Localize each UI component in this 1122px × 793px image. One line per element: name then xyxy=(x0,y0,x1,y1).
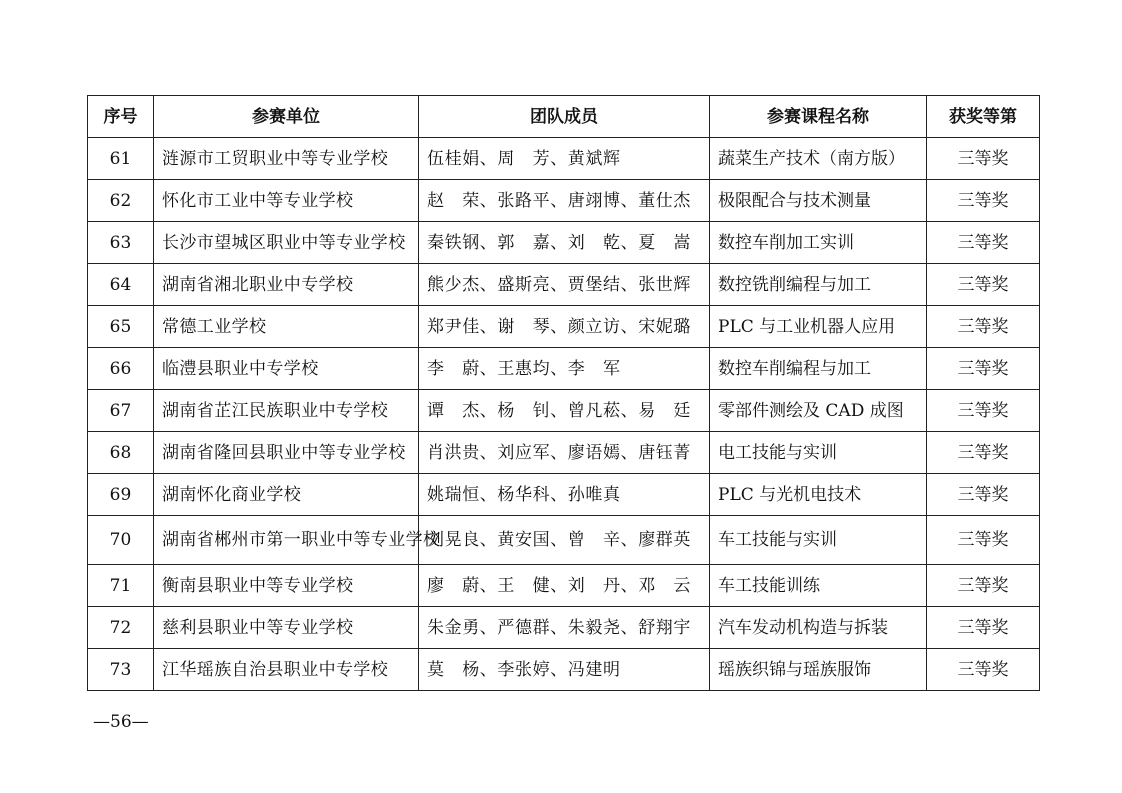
table-row xyxy=(88,649,1040,691)
cell-award: 三等奖 xyxy=(927,390,1040,432)
cell-award: 三等奖 xyxy=(927,348,1040,390)
table-row xyxy=(88,432,1040,474)
table-row xyxy=(88,607,1040,649)
cell-no: 64 xyxy=(88,264,154,306)
cell-members: 赵 荣、张路平、唐翊博、董仕杰 xyxy=(419,180,710,222)
cell-award: 三等奖 xyxy=(927,565,1040,607)
cell-no: 67 xyxy=(88,390,154,432)
cell-award: 三等奖 xyxy=(927,222,1040,264)
cell-members: 肖洪贵、刘应军、廖语嫣、唐钰菁 xyxy=(419,432,710,474)
cell-no: 73 xyxy=(88,649,154,691)
table-row xyxy=(88,138,1040,180)
cell-unit: 湖南省郴州市第一职业中等专业学校 xyxy=(154,516,419,565)
cell-award: 三等奖 xyxy=(927,607,1040,649)
table-row xyxy=(88,180,1040,222)
cell-award: 三等奖 xyxy=(927,306,1040,348)
header-course: 参赛课程名称 xyxy=(710,96,927,138)
cell-unit: 江华瑶族自治县职业中专学校 xyxy=(154,649,419,691)
cell-members: 谭 杰、杨 钊、曾凡菘、易 廷 xyxy=(419,390,710,432)
cell-award: 三等奖 xyxy=(927,264,1040,306)
cell-unit: 衡南县职业中等专业学校 xyxy=(154,565,419,607)
cell-course: 汽车发动机构造与拆装 xyxy=(710,607,927,649)
cell-members: 莫 杨、李张婷、冯建明 xyxy=(419,649,710,691)
table-row xyxy=(88,390,1040,432)
cell-unit: 湖南怀化商业学校 xyxy=(154,474,419,516)
table-row xyxy=(88,516,1040,565)
table-row xyxy=(88,222,1040,264)
cell-course: 车工技能训练 xyxy=(710,565,927,607)
cell-unit: 涟源市工贸职业中等专业学校 xyxy=(154,138,419,180)
cell-unit: 怀化市工业中等专业学校 xyxy=(154,180,419,222)
cell-members: 郑尹佳、谢 琴、颜立访、宋妮璐 xyxy=(419,306,710,348)
cell-no: 71 xyxy=(88,565,154,607)
table-row xyxy=(88,474,1040,516)
cell-no: 68 xyxy=(88,432,154,474)
cell-award: 三等奖 xyxy=(927,180,1040,222)
cell-no: 69 xyxy=(88,474,154,516)
cell-course: 零部件测绘及 CAD 成图 xyxy=(710,390,927,432)
cell-course: 极限配合与技术测量 xyxy=(710,180,927,222)
header-award: 获奖等第 xyxy=(927,96,1040,138)
table-header-row xyxy=(88,96,1040,138)
awards-table xyxy=(87,95,1040,691)
cell-no: 65 xyxy=(88,306,154,348)
cell-unit: 常德工业学校 xyxy=(154,306,419,348)
header-no: 序号 xyxy=(88,96,154,138)
cell-members: 刘晃良、黄安国、曾 辛、廖群英 xyxy=(419,516,710,565)
cell-members: 朱金勇、严德群、朱毅尧、舒翔宇 xyxy=(419,607,710,649)
cell-members: 廖 蔚、王 健、刘 丹、邓 云 xyxy=(419,565,710,607)
table-row xyxy=(88,306,1040,348)
cell-unit: 湖南省隆回县职业中等专业学校 xyxy=(154,432,419,474)
cell-unit: 湖南省湘北职业中专学校 xyxy=(154,264,419,306)
cell-no: 62 xyxy=(88,180,154,222)
cell-course: PLC 与工业机器人应用 xyxy=(710,306,927,348)
cell-unit: 湖南省芷江民族职业中专学校 xyxy=(154,390,419,432)
cell-course: 蔬菜生产技术（南方版） xyxy=(710,138,927,180)
cell-course: 车工技能与实训 xyxy=(710,516,927,565)
cell-award: 三等奖 xyxy=(927,432,1040,474)
cell-members: 熊少杰、盛斯亮、贾堡结、张世辉 xyxy=(419,264,710,306)
cell-members: 李 蔚、王惠均、李 军 xyxy=(419,348,710,390)
cell-unit: 临澧县职业中专学校 xyxy=(154,348,419,390)
cell-course: PLC 与光机电技术 xyxy=(710,474,927,516)
cell-no: 72 xyxy=(88,607,154,649)
table-row xyxy=(88,565,1040,607)
cell-award: 三等奖 xyxy=(927,516,1040,565)
cell-course: 数控铣削编程与加工 xyxy=(710,264,927,306)
header-unit: 参赛单位 xyxy=(154,96,419,138)
table-row xyxy=(88,348,1040,390)
cell-unit: 慈利县职业中等专业学校 xyxy=(154,607,419,649)
cell-course: 瑶族织锦与瑶族服饰 xyxy=(710,649,927,691)
cell-no: 63 xyxy=(88,222,154,264)
cell-course: 数控车削加工实训 xyxy=(710,222,927,264)
cell-course: 数控车削编程与加工 xyxy=(710,348,927,390)
cell-no: 70 xyxy=(88,516,154,565)
cell-award: 三等奖 xyxy=(927,649,1040,691)
cell-course: 电工技能与实训 xyxy=(710,432,927,474)
cell-members: 伍桂娟、周 芳、黄斌辉 xyxy=(419,138,710,180)
cell-unit: 长沙市望城区职业中等专业学校 xyxy=(154,222,419,264)
page-number: —56— xyxy=(93,712,149,732)
cell-no: 66 xyxy=(88,348,154,390)
header-members: 团队成员 xyxy=(419,96,710,138)
cell-award: 三等奖 xyxy=(927,138,1040,180)
cell-members: 秦铁钢、郭 嘉、刘 乾、夏 嵩 xyxy=(419,222,710,264)
cell-members: 姚瑞恒、杨华科、孙唯真 xyxy=(419,474,710,516)
cell-no: 61 xyxy=(88,138,154,180)
cell-award: 三等奖 xyxy=(927,474,1040,516)
table-row xyxy=(88,264,1040,306)
